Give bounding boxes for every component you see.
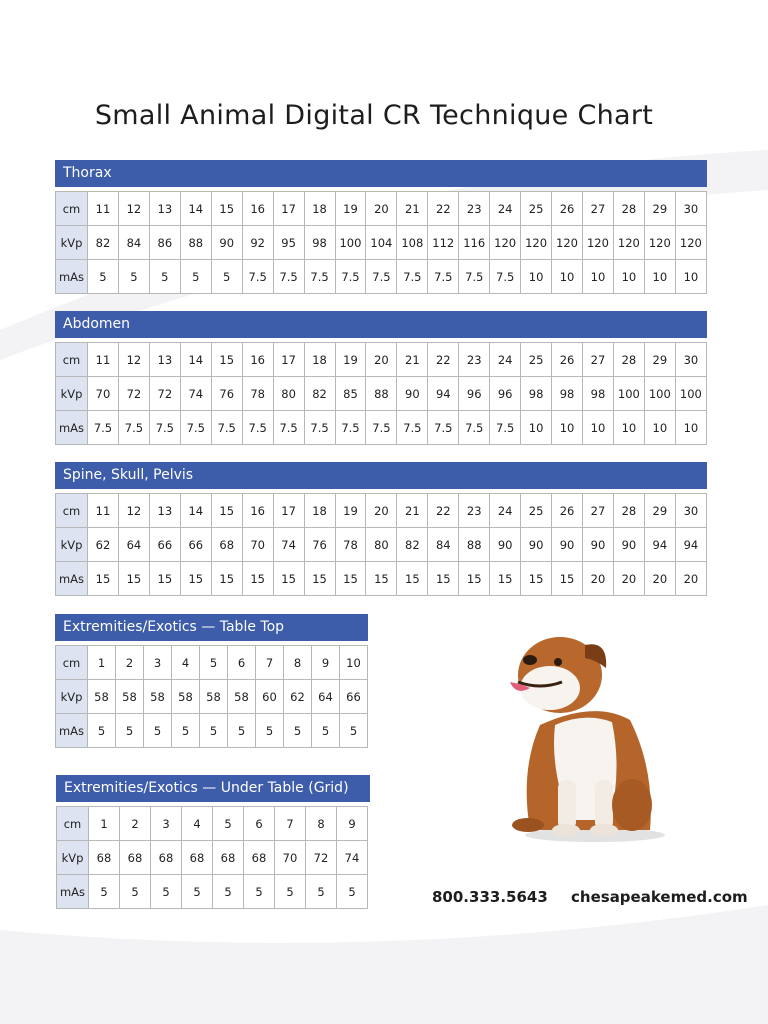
table-cell: 15 [521, 562, 552, 596]
table-cell: 64 [118, 528, 149, 562]
table-row-kvp [56, 680, 368, 714]
table-cell: 7.5 [88, 411, 119, 445]
table-cell: 14 [180, 494, 211, 528]
table-cell: 7.5 [304, 411, 335, 445]
table-cell: 15 [490, 562, 521, 596]
table-cell: 82 [304, 377, 335, 411]
table-cell: 7.5 [118, 411, 149, 445]
table-cell: 58 [144, 680, 172, 714]
table-row-kvp [57, 841, 368, 875]
table-cell: 3 [151, 807, 182, 841]
table-cell: 14 [180, 343, 211, 377]
table-cell: 15 [459, 562, 490, 596]
row-label: kVp [56, 377, 88, 411]
table-cell: 15 [397, 562, 428, 596]
table-row-cm [56, 646, 368, 680]
table-cell: 5 [172, 714, 200, 748]
table-cell: 70 [275, 841, 306, 875]
table-cell: 74 [337, 841, 368, 875]
table-cell: 10 [613, 260, 644, 294]
table-row-mas [56, 260, 707, 294]
table-row-kvp [56, 226, 707, 260]
section-header-spine-skull-pelvis: Spine, Skull, Pelvis [55, 462, 707, 489]
row-label: cm [56, 646, 88, 680]
table-cell: 76 [304, 528, 335, 562]
table-cell: 7.5 [428, 260, 459, 294]
table-cell: 10 [644, 260, 675, 294]
table-cell: 20 [675, 562, 706, 596]
table-cell: 5 [213, 875, 244, 909]
table-cell: 5 [149, 260, 180, 294]
table-cell: 86 [149, 226, 180, 260]
table-cell: 78 [335, 528, 366, 562]
table-cell: 15 [273, 562, 304, 596]
table-cell: 23 [459, 343, 490, 377]
table-cell: 18 [304, 343, 335, 377]
table-cell: 7.5 [490, 411, 521, 445]
table-cell: 58 [200, 680, 228, 714]
table-cell: 29 [644, 192, 675, 226]
table-cell: 15 [118, 562, 149, 596]
table-cell: 2 [116, 646, 144, 680]
table-cell: 16 [242, 192, 273, 226]
table-row-cm [56, 192, 707, 226]
table-cell: 98 [583, 377, 614, 411]
section-header-thorax: Thorax [55, 160, 707, 187]
table-cell: 8 [284, 646, 312, 680]
technique-table-extremities-under-table [56, 806, 368, 909]
table-cell: 22 [428, 494, 459, 528]
table-cell: 20 [366, 494, 397, 528]
table-cell: 5 [88, 260, 119, 294]
row-label: kVp [56, 226, 88, 260]
table-cell: 90 [211, 226, 242, 260]
table-cell: 5 [340, 714, 368, 748]
table-cell: 82 [88, 226, 119, 260]
table-cell: 28 [613, 494, 644, 528]
table-cell: 94 [428, 377, 459, 411]
table-cell: 70 [242, 528, 273, 562]
table-cell: 7.5 [180, 411, 211, 445]
row-label: mAs [56, 411, 88, 445]
table-cell: 5 [275, 875, 306, 909]
table-cell: 24 [490, 343, 521, 377]
table-cell: 90 [583, 528, 614, 562]
table-cell: 5 [200, 646, 228, 680]
contact-info [432, 888, 748, 906]
row-label: cm [56, 192, 88, 226]
table-row-kvp [56, 528, 707, 562]
table-cell: 5 [151, 875, 182, 909]
bulldog-image [500, 630, 670, 845]
table-cell: 7.5 [335, 411, 366, 445]
row-label: cm [56, 343, 88, 377]
table-cell: 80 [273, 377, 304, 411]
table-cell: 68 [151, 841, 182, 875]
table-cell: 15 [428, 562, 459, 596]
table-cell: 1 [89, 807, 120, 841]
table-cell: 90 [490, 528, 521, 562]
table-cell: 15 [211, 494, 242, 528]
technique-table-extremities-table-top [55, 645, 368, 748]
table-cell: 20 [366, 343, 397, 377]
row-label: kVp [56, 528, 88, 562]
table-cell: 7 [275, 807, 306, 841]
table-cell: 22 [428, 343, 459, 377]
table-cell: 5 [120, 875, 151, 909]
table-cell: 10 [521, 260, 552, 294]
table-cell: 12 [118, 494, 149, 528]
website-link[interactable]: chesapeakemed.com [571, 888, 748, 906]
row-label: cm [56, 494, 88, 528]
table-cell: 15 [552, 562, 583, 596]
table-cell: 29 [644, 343, 675, 377]
table-cell: 12 [118, 192, 149, 226]
table-cell: 94 [675, 528, 706, 562]
table-cell: 10 [675, 411, 706, 445]
table-cell: 7.5 [397, 260, 428, 294]
table-cell: 5 [228, 714, 256, 748]
table-cell: 2 [120, 807, 151, 841]
table-cell: 85 [335, 377, 366, 411]
table-cell: 15 [211, 192, 242, 226]
table-cell: 7.5 [459, 411, 490, 445]
table-cell: 5 [144, 714, 172, 748]
table-cell: 5 [213, 807, 244, 841]
table-cell: 90 [613, 528, 644, 562]
table-cell: 58 [172, 680, 200, 714]
table-cell: 98 [552, 377, 583, 411]
section-abdomen [55, 311, 707, 445]
table-cell: 92 [242, 226, 273, 260]
table-cell: 10 [583, 260, 614, 294]
table-cell: 94 [644, 528, 675, 562]
row-label: mAs [56, 562, 88, 596]
table-cell: 28 [613, 343, 644, 377]
table-row-mas [56, 562, 707, 596]
table-cell: 5 [306, 875, 337, 909]
table-cell: 15 [88, 562, 119, 596]
table-cell: 17 [273, 494, 304, 528]
section-extremities-under-table [56, 775, 370, 909]
table-cell: 15 [335, 562, 366, 596]
table-cell: 26 [552, 192, 583, 226]
table-cell: 18 [304, 192, 335, 226]
table-cell: 5 [89, 875, 120, 909]
table-cell: 7.5 [304, 260, 335, 294]
table-cell: 5 [284, 714, 312, 748]
table-cell: 14 [180, 192, 211, 226]
section-header-extremities-under-table: Extremities/Exotics — Under Table (Grid) [56, 775, 370, 802]
technique-table-thorax [55, 191, 707, 294]
table-cell: 120 [583, 226, 614, 260]
table-cell: 120 [613, 226, 644, 260]
table-cell: 4 [182, 807, 213, 841]
table-cell: 20 [613, 562, 644, 596]
table-cell: 9 [337, 807, 368, 841]
section-thorax [55, 160, 707, 294]
table-cell: 5 [182, 875, 213, 909]
table-cell: 9 [312, 646, 340, 680]
row-label: mAs [56, 714, 88, 748]
table-cell: 27 [583, 494, 614, 528]
table-cell: 5 [211, 260, 242, 294]
table-cell: 100 [644, 377, 675, 411]
table-cell: 17 [273, 343, 304, 377]
table-cell: 30 [675, 192, 706, 226]
table-cell: 68 [213, 841, 244, 875]
table-cell: 24 [490, 192, 521, 226]
table-cell: 88 [366, 377, 397, 411]
table-cell: 10 [644, 411, 675, 445]
table-row-mas [56, 411, 707, 445]
section-spine-skull-pelvis [55, 462, 707, 596]
table-cell: 18 [304, 494, 335, 528]
table-cell: 90 [397, 377, 428, 411]
table-cell: 15 [149, 562, 180, 596]
table-cell: 120 [490, 226, 521, 260]
table-cell: 21 [397, 494, 428, 528]
table-cell: 7.5 [366, 260, 397, 294]
table-cell: 30 [675, 343, 706, 377]
table-row-mas [56, 714, 368, 748]
table-cell: 10 [675, 260, 706, 294]
table-cell: 84 [428, 528, 459, 562]
table-cell: 5 [88, 714, 116, 748]
table-cell: 10 [552, 411, 583, 445]
table-cell: 78 [242, 377, 273, 411]
table-cell: 19 [335, 192, 366, 226]
table-cell: 27 [583, 343, 614, 377]
table-cell: 15 [242, 562, 273, 596]
table-cell: 25 [521, 343, 552, 377]
table-cell: 7.5 [335, 260, 366, 294]
table-cell: 13 [149, 494, 180, 528]
table-cell: 20 [366, 192, 397, 226]
table-cell: 21 [397, 343, 428, 377]
table-cell: 7.5 [490, 260, 521, 294]
table-cell: 108 [397, 226, 428, 260]
table-cell: 7.5 [366, 411, 397, 445]
table-cell: 5 [118, 260, 149, 294]
table-cell: 68 [211, 528, 242, 562]
section-header-abdomen: Abdomen [55, 311, 707, 338]
table-cell: 116 [459, 226, 490, 260]
row-label: cm [57, 807, 89, 841]
table-cell: 98 [521, 377, 552, 411]
table-cell: 4 [172, 646, 200, 680]
table-cell: 5 [244, 875, 275, 909]
table-cell: 7 [256, 646, 284, 680]
table-cell: 16 [242, 494, 273, 528]
table-cell: 120 [521, 226, 552, 260]
table-cell: 7.5 [149, 411, 180, 445]
table-cell: 6 [228, 646, 256, 680]
table-cell: 30 [675, 494, 706, 528]
table-cell: 60 [256, 680, 284, 714]
table-cell: 12 [118, 343, 149, 377]
technique-table-spine-skull-pelvis [55, 493, 707, 596]
table-cell: 68 [89, 841, 120, 875]
table-cell: 5 [312, 714, 340, 748]
table-cell: 29 [644, 494, 675, 528]
table-cell: 7.5 [242, 411, 273, 445]
table-cell: 5 [337, 875, 368, 909]
table-cell: 112 [428, 226, 459, 260]
table-cell: 7.5 [459, 260, 490, 294]
table-cell: 84 [118, 226, 149, 260]
table-cell: 95 [273, 226, 304, 260]
table-cell: 80 [366, 528, 397, 562]
table-cell: 66 [340, 680, 368, 714]
table-cell: 15 [211, 343, 242, 377]
table-row-mas [57, 875, 368, 909]
table-cell: 5 [200, 714, 228, 748]
table-cell: 26 [552, 494, 583, 528]
table-cell: 90 [521, 528, 552, 562]
table-cell: 64 [312, 680, 340, 714]
table-cell: 10 [340, 646, 368, 680]
table-cell: 88 [180, 226, 211, 260]
table-cell: 68 [120, 841, 151, 875]
table-cell: 10 [521, 411, 552, 445]
table-row-cm [56, 343, 707, 377]
table-cell: 15 [211, 562, 242, 596]
table-cell: 25 [521, 192, 552, 226]
table-cell: 11 [88, 494, 119, 528]
section-extremities-table-top [55, 614, 368, 748]
table-cell: 88 [459, 528, 490, 562]
table-cell: 20 [583, 562, 614, 596]
table-row-kvp [56, 377, 707, 411]
table-cell: 22 [428, 192, 459, 226]
table-cell: 100 [675, 377, 706, 411]
page-title: Small Animal Digital CR Technique Chart [94, 100, 654, 131]
table-row-cm [56, 494, 707, 528]
row-label: mAs [56, 260, 88, 294]
table-cell: 74 [180, 377, 211, 411]
technique-table-abdomen [55, 342, 707, 445]
table-cell: 7.5 [242, 260, 273, 294]
table-cell: 62 [88, 528, 119, 562]
table-cell: 23 [459, 494, 490, 528]
table-cell: 1 [88, 646, 116, 680]
table-cell: 11 [88, 343, 119, 377]
table-cell: 74 [273, 528, 304, 562]
table-cell: 3 [144, 646, 172, 680]
table-cell: 26 [552, 343, 583, 377]
row-label: kVp [56, 680, 88, 714]
table-cell: 96 [459, 377, 490, 411]
table-cell: 28 [613, 192, 644, 226]
table-cell: 72 [306, 841, 337, 875]
table-cell: 66 [149, 528, 180, 562]
table-cell: 15 [366, 562, 397, 596]
table-cell: 104 [366, 226, 397, 260]
table-cell: 70 [88, 377, 119, 411]
table-cell: 20 [644, 562, 675, 596]
table-cell: 27 [583, 192, 614, 226]
table-cell: 15 [304, 562, 335, 596]
table-cell: 17 [273, 192, 304, 226]
table-cell: 13 [149, 192, 180, 226]
table-cell: 6 [244, 807, 275, 841]
table-cell: 8 [306, 807, 337, 841]
table-cell: 19 [335, 494, 366, 528]
table-cell: 120 [552, 226, 583, 260]
table-cell: 7.5 [211, 411, 242, 445]
table-cell: 90 [552, 528, 583, 562]
row-label: kVp [57, 841, 89, 875]
table-cell: 16 [242, 343, 273, 377]
table-cell: 11 [88, 192, 119, 226]
table-cell: 98 [304, 226, 335, 260]
table-cell: 5 [116, 714, 144, 748]
table-cell: 7.5 [428, 411, 459, 445]
table-cell: 7.5 [273, 260, 304, 294]
table-cell: 72 [118, 377, 149, 411]
table-cell: 100 [335, 226, 366, 260]
row-label: mAs [57, 875, 89, 909]
table-cell: 66 [180, 528, 211, 562]
section-header-extremities-table-top: Extremities/Exotics — Table Top [55, 614, 368, 641]
table-cell: 10 [613, 411, 644, 445]
table-cell: 82 [397, 528, 428, 562]
table-cell: 13 [149, 343, 180, 377]
table-cell: 5 [256, 714, 284, 748]
table-cell: 58 [88, 680, 116, 714]
table-cell: 23 [459, 192, 490, 226]
table-cell: 58 [116, 680, 144, 714]
table-cell: 19 [335, 343, 366, 377]
table-cell: 25 [521, 494, 552, 528]
table-cell: 96 [490, 377, 521, 411]
table-cell: 7.5 [397, 411, 428, 445]
table-cell: 10 [552, 260, 583, 294]
table-cell: 68 [182, 841, 213, 875]
table-cell: 68 [244, 841, 275, 875]
table-cell: 72 [149, 377, 180, 411]
table-cell: 58 [228, 680, 256, 714]
phone-number: 800.333.5643 [432, 888, 548, 906]
table-row-cm [57, 807, 368, 841]
table-cell: 15 [180, 562, 211, 596]
table-cell: 10 [583, 411, 614, 445]
table-cell: 76 [211, 377, 242, 411]
table-cell: 120 [644, 226, 675, 260]
table-cell: 120 [675, 226, 706, 260]
table-cell: 24 [490, 494, 521, 528]
table-cell: 21 [397, 192, 428, 226]
table-cell: 62 [284, 680, 312, 714]
table-cell: 7.5 [273, 411, 304, 445]
table-cell: 100 [613, 377, 644, 411]
table-cell: 5 [180, 260, 211, 294]
